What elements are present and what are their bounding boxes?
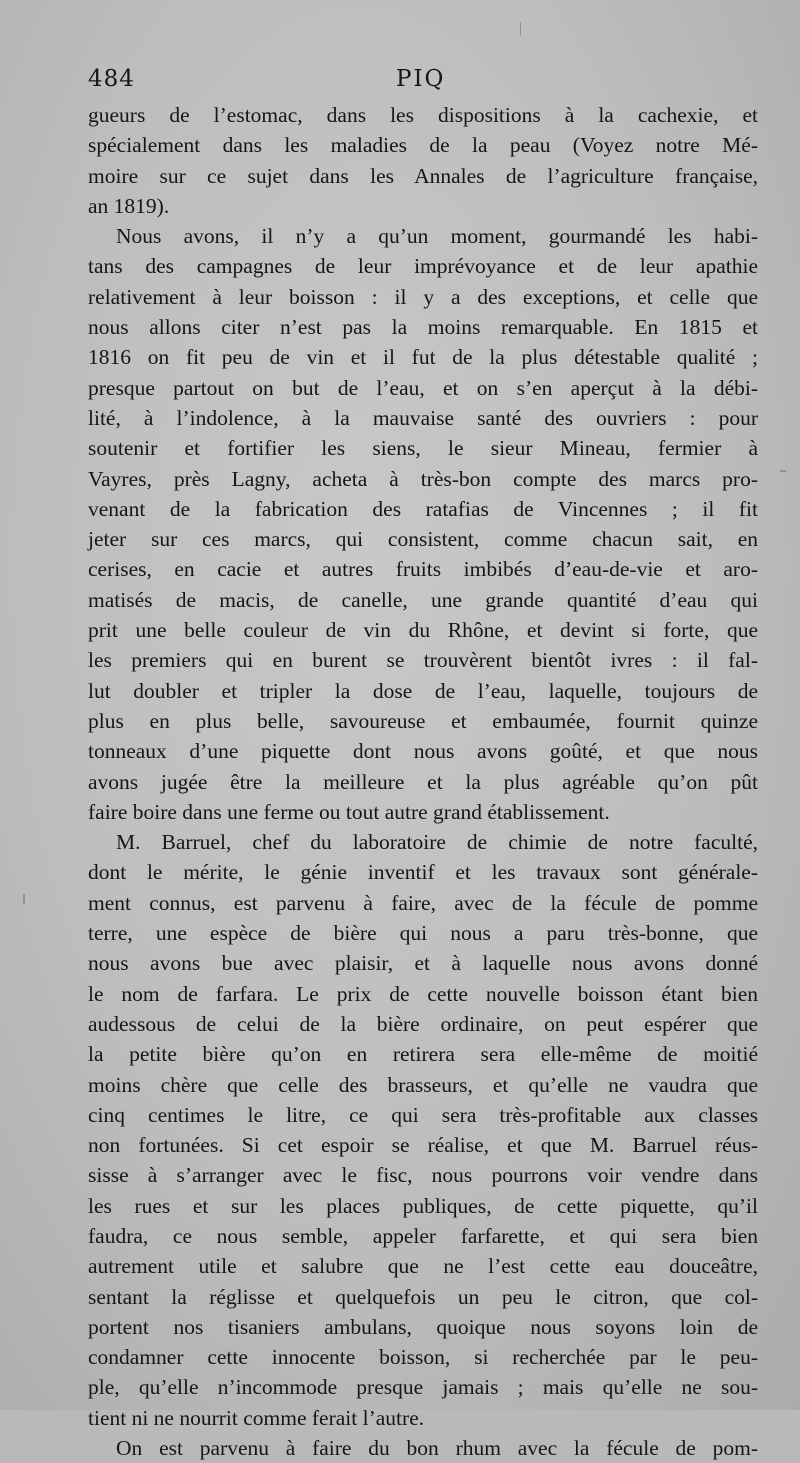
text-line: relativement à leur boisson : il y a des exceptions, et celle que xyxy=(88,284,758,309)
text-line: sisse à s’arranger avec le fisc, nous pourrons voir vendre dans xyxy=(88,1163,758,1188)
paper-speck xyxy=(23,894,25,904)
text-line: ple, qu’elle n’incommode presque jamais ; mais qu’elle ne sou- xyxy=(88,1375,758,1400)
text-line: cerises, en cacie et autres fruits imbibés d’eau-de-vie et aro- xyxy=(88,557,758,582)
body-text xyxy=(88,100,758,1463)
text-line: prit une belle couleur de vin du Rhône, et devint si forte, que xyxy=(88,618,758,643)
text-line: an 1819). xyxy=(88,193,170,218)
paper-speck xyxy=(520,22,521,36)
text-line: plus en plus belle, savoureuse et embaumée, fournit quinze xyxy=(88,708,758,733)
text-line: moins chère que celle des brasseurs, et qu’elle ne vaudra que xyxy=(88,1072,758,1097)
text-line: lité, à l’indolence, à la mauvaise santé des ouvriers : pour xyxy=(88,405,758,430)
text-line: faudra, ce nous semble, appeler farfarette, et qui sera bien xyxy=(88,1223,758,1248)
text-line: tonneaux d’une piquette dont nous avons goûté, et que nous xyxy=(88,739,758,764)
text-line: cinq centimes le litre, ce qui sera très-profitable aux classes xyxy=(88,1102,758,1127)
text-line: 1816 on fit peu de vin et il fut de la plus détestable qualité ; xyxy=(88,345,758,370)
text-line: audessous de celui de la bière ordinaire, on peut espérer que xyxy=(88,1011,758,1036)
text-line: spécialement dans les maladies de la peau (Voyez notre Mé- xyxy=(88,133,758,158)
text-line: portent nos tisaniers ambulans, quoique nous soyons loin de xyxy=(88,1314,758,1339)
text-line: avons jugée être la meilleure et la plus agréable qu’on pût xyxy=(88,769,758,794)
text-line: les premiers qui en burent se trouvèrent bientôt ivres : il fal- xyxy=(88,648,758,673)
text-line: la petite bière qu’on en retirera sera elle-même de moitié xyxy=(88,1042,758,1067)
text-line: On est parvenu à faire du bon rhum avec la fécule de pom- xyxy=(116,1436,758,1461)
text-line: tient ni ne nourrit comme ferait l’autre. xyxy=(88,1405,425,1430)
page-header xyxy=(88,66,760,100)
text-line: nous allons citer n’est pas la moins remarquable. En 1815 et xyxy=(88,315,758,340)
text-line: Nous avons, il n’y a qu’un moment, gourmandé les habi- xyxy=(116,224,758,249)
text-line: les rues et sur les places publiques, de cette piquette, qu’il xyxy=(88,1193,758,1218)
text-line: ment connus, est parvenu à faire, avec de la fécule de pomme xyxy=(88,890,758,915)
text-line: dont le mérite, le génie inventif et les travaux sont générale- xyxy=(88,860,758,885)
text-line: Vayres, près Lagny, acheta à très-bon compte des marcs pro- xyxy=(88,466,758,491)
page-number: 484 xyxy=(88,66,135,92)
text-line: venant de la fabrication des ratafias de Vincennes ; il fit xyxy=(88,496,758,521)
text-line: gueurs de l’estomac, dans les dispositions à la cachexie, et xyxy=(88,103,758,127)
text-line: sentant la réglisse et quelquefois un peu le citron, que col- xyxy=(88,1284,758,1309)
text-line: condamner cette innocente boisson, si recherchée par le peu- xyxy=(88,1345,758,1370)
text-line: non fortunées. Si cet espoir se réalise, et que M. Barruel réus- xyxy=(88,1133,758,1158)
text-line: presque partout on but de l’eau, et on s’en aperçut à la débi- xyxy=(88,375,758,400)
text-line: le nom de farfara. Le prix de cette nouvelle boisson étant bien xyxy=(88,981,758,1006)
text-line: soutenir et fortifier les siens, le sieur Mineau, fermier à xyxy=(88,436,758,461)
text-line: faire boire dans une ferme ou tout autre grand établissement. xyxy=(88,799,610,824)
text-line: tans des campagnes de leur imprévoyance et de leur apathie xyxy=(88,254,758,279)
running-head: PIQ xyxy=(396,66,446,92)
text-line: matisés de macis, de canelle, une grande quantité d’eau qui xyxy=(88,587,758,612)
text-line: autrement utile et salubre que ne l’est cette eau douceâtre, xyxy=(88,1254,758,1279)
text-line: nous avons bue avec plaisir, et à laquelle nous avons donné xyxy=(88,951,758,976)
text-line: jeter sur ces marcs, qui consistent, comme chacun sait, en xyxy=(88,527,758,552)
paper-speck xyxy=(780,470,786,472)
text-line: moire sur ce sujet dans les Annales de l’agriculture française, xyxy=(88,163,758,188)
text-line: M. Barruel, chef du laboratoire de chimie de notre faculté, xyxy=(116,830,758,855)
text-line: lut doubler et tripler la dose de l’eau, laquelle, toujours de xyxy=(88,678,758,703)
text-line: terre, une espèce de bière qui nous a paru très-bonne, que xyxy=(88,921,758,946)
